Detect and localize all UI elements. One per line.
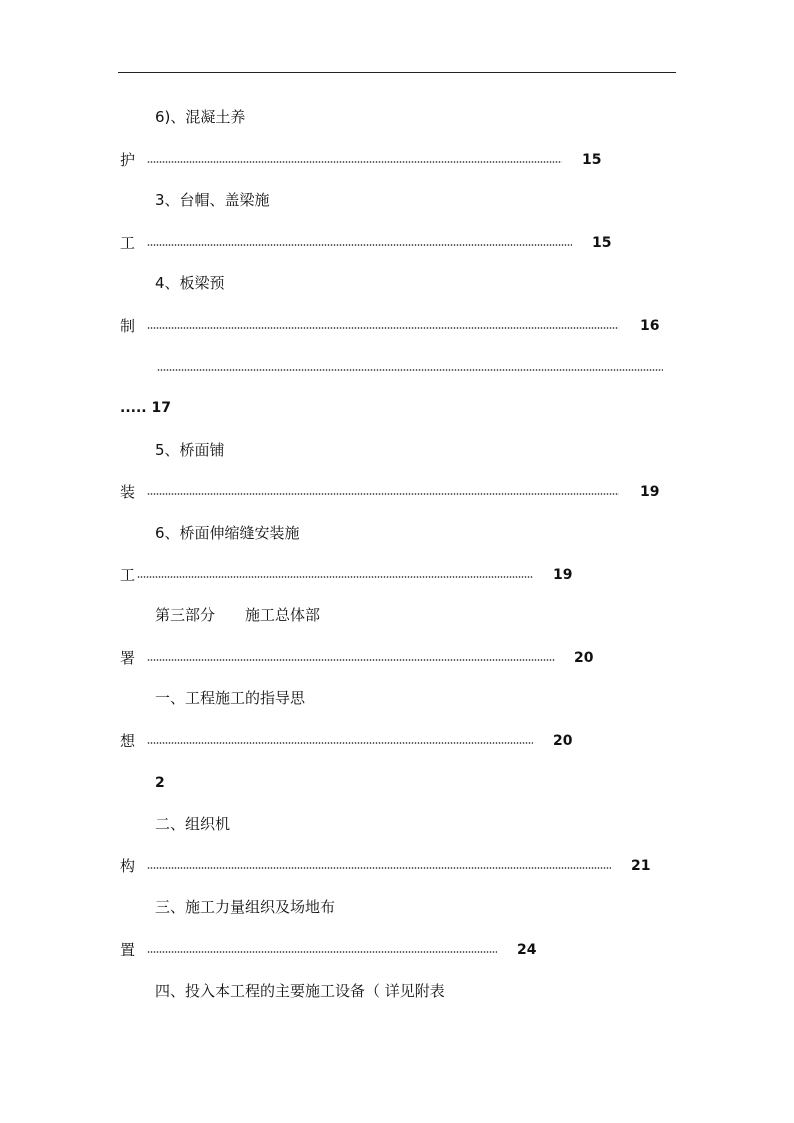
page-marker: 2 [155, 775, 165, 791]
toc-page-number: 15 [582, 152, 602, 168]
toc-leader [147, 742, 533, 744]
toc-tail: 装 [120, 483, 136, 501]
toc-leader [147, 867, 611, 869]
toc-leader [137, 576, 533, 578]
toc-leader [147, 493, 619, 495]
toc-heading: 一、工程施工的指导思 [155, 689, 306, 707]
toc-tail: 置 [120, 941, 136, 959]
toc-heading: 四、投入本工程的主要施工设备（ 详见附表 [155, 982, 445, 1000]
toc-page-number: 21 [631, 858, 651, 874]
toc-leader [157, 369, 663, 371]
toc-tail: 护 [120, 151, 136, 169]
toc-page-number: 19 [553, 567, 573, 583]
toc-tail: 工 [120, 234, 136, 252]
toc-leader [147, 161, 562, 163]
toc-page-number: 19 [640, 484, 660, 500]
toc-page-number: 20 [553, 733, 573, 749]
toc-heading: 6)、混凝土养 [155, 108, 246, 126]
toc-leader [147, 659, 555, 661]
toc-leader [147, 951, 497, 953]
header-rule [118, 72, 676, 73]
toc-tail: 工 [120, 566, 136, 584]
toc-page-number: 24 [517, 942, 537, 958]
toc-tail: 制 [120, 317, 136, 335]
toc-heading: 3、台帽、盖梁施 [155, 191, 270, 209]
toc-page-number: 20 [574, 650, 594, 666]
toc-heading: 4、板梁预 [155, 274, 225, 292]
toc-heading: 三、施工力量组织及场地布 [155, 898, 336, 916]
toc-continuation-page: ..... 17 [120, 400, 171, 416]
toc-heading: 二、组织机 [155, 815, 231, 833]
toc-page-number: 16 [640, 318, 660, 334]
toc-page-number: 15 [592, 235, 612, 251]
toc-tail: 署 [120, 649, 136, 667]
toc-leader [147, 244, 572, 246]
toc-heading: 第三部分 施工总体部 [155, 606, 321, 624]
toc-leader [147, 327, 619, 329]
toc-tail: 想 [120, 732, 136, 750]
toc-tail: 构 [120, 857, 136, 875]
toc-heading: 5、桥面铺 [155, 441, 225, 459]
toc-heading: 6、桥面伸缩缝安装施 [155, 524, 300, 542]
